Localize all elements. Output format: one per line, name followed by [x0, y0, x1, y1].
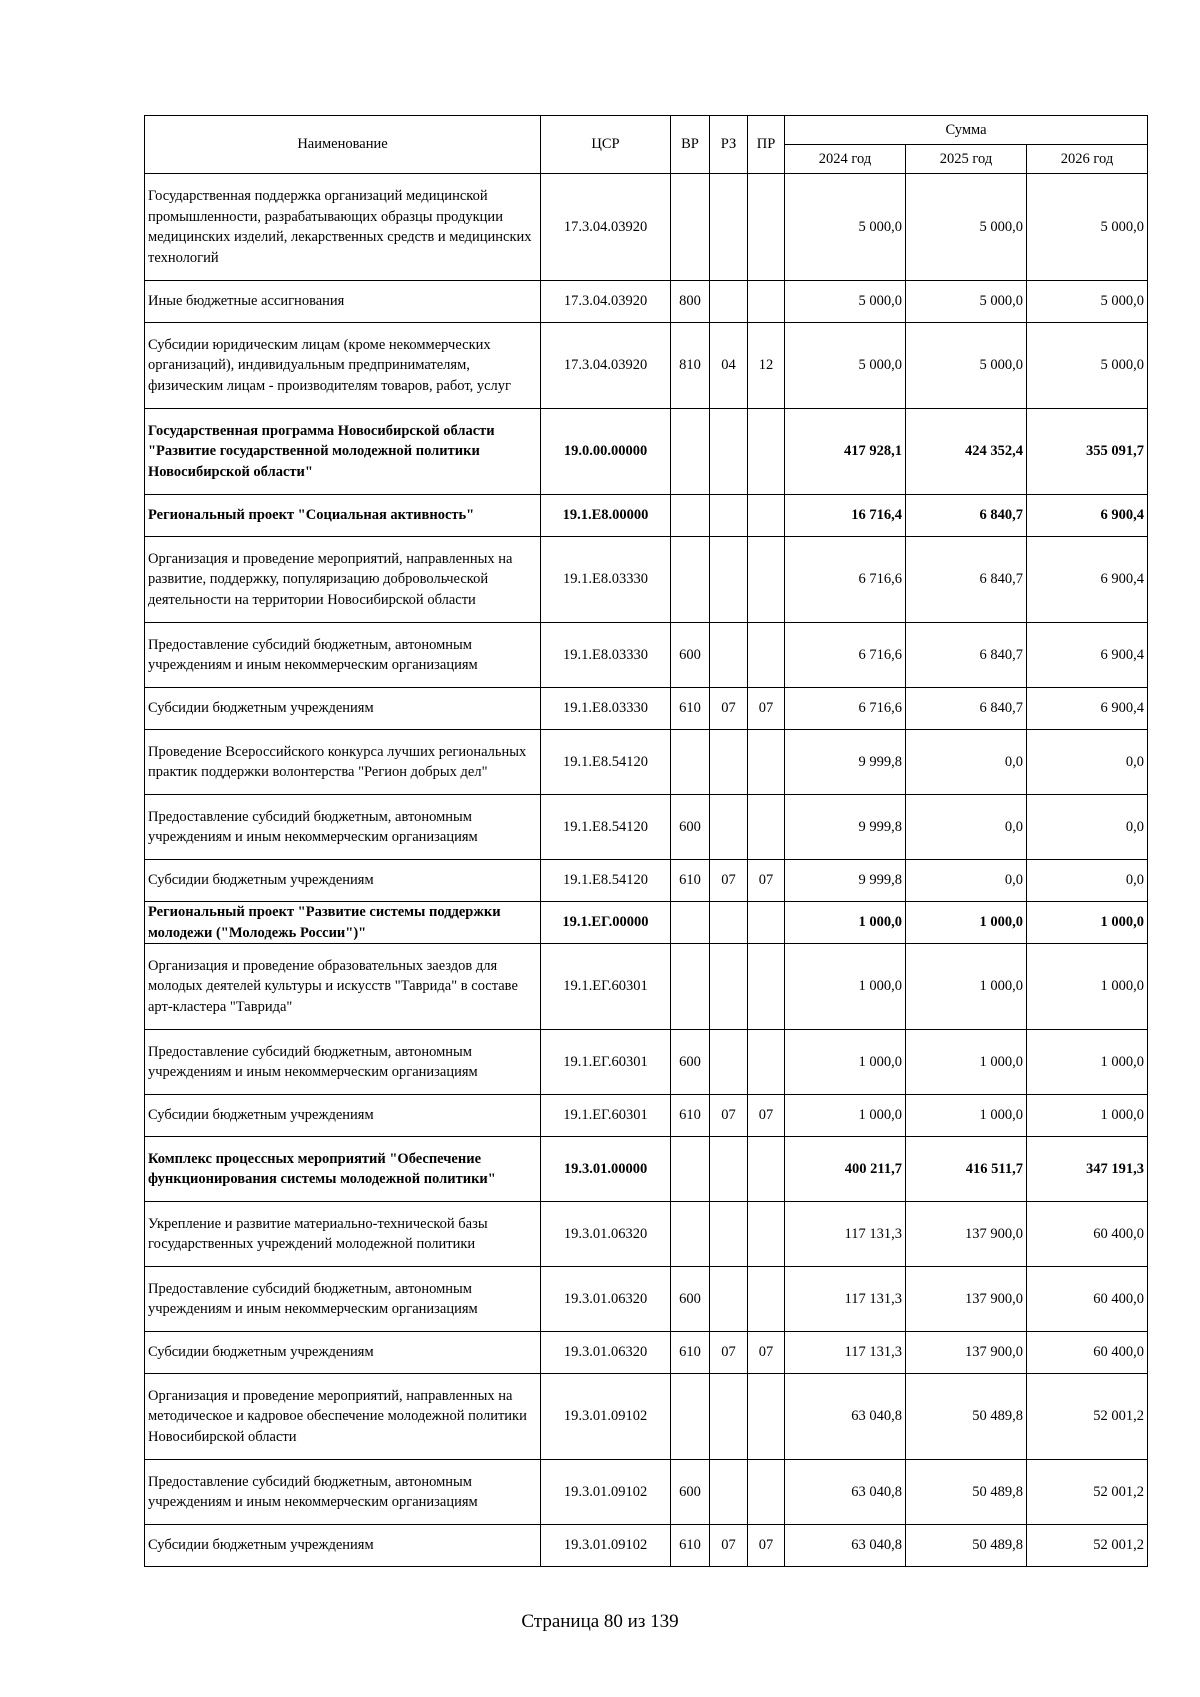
table-row	[145, 1267, 1148, 1332]
row-csr: 19.3.01.09102	[541, 1374, 671, 1460]
row-pr: 07	[748, 1332, 785, 1374]
row-sum-2025: 0,0	[906, 730, 1027, 795]
table-row	[145, 860, 1148, 902]
row-name: Субсидии юридическим лицам (кроме некоммерческих организаций), индивидуальным предпринимателям, физическим лицам - производителям товаров, работ, услуг	[145, 323, 541, 409]
table-row	[145, 1332, 1148, 1374]
row-pr	[748, 1267, 785, 1332]
row-sum-2026: 6 900,4	[1027, 623, 1148, 688]
row-sum-2024: 63 040,8	[785, 1460, 906, 1525]
table-row	[145, 902, 1148, 944]
row-csr: 19.1.Е8.54120	[541, 795, 671, 860]
row-sum-2026: 0,0	[1027, 730, 1148, 795]
row-sum-2024: 63 040,8	[785, 1525, 906, 1567]
row-csr: 19.3.01.09102	[541, 1525, 671, 1567]
row-csr: 19.1.ЕГ.00000	[541, 902, 671, 944]
row-csr: 19.1.Е8.54120	[541, 860, 671, 902]
table-row	[145, 623, 1148, 688]
row-pr	[748, 1030, 785, 1095]
row-sum-2026: 6 900,4	[1027, 537, 1148, 623]
row-csr: 19.1.Е8.03330	[541, 623, 671, 688]
row-sum-2025: 1 000,0	[906, 1030, 1027, 1095]
row-sum-2025: 1 000,0	[906, 902, 1027, 944]
row-pr	[748, 495, 785, 537]
row-sum-2025: 416 511,7	[906, 1137, 1027, 1202]
row-vr	[671, 1202, 710, 1267]
row-sum-2026: 52 001,2	[1027, 1374, 1148, 1460]
row-csr: 19.1.ЕГ.60301	[541, 944, 671, 1030]
table-row	[145, 1460, 1148, 1525]
row-rz: 07	[710, 860, 748, 902]
row-vr: 600	[671, 1030, 710, 1095]
row-sum-2026: 5 000,0	[1027, 174, 1148, 281]
header-name: Наименование	[145, 116, 541, 174]
row-sum-2025: 50 489,8	[906, 1374, 1027, 1460]
row-pr	[748, 623, 785, 688]
row-pr	[748, 174, 785, 281]
row-sum-2025: 5 000,0	[906, 323, 1027, 409]
row-vr: 800	[671, 281, 710, 323]
row-sum-2025: 5 000,0	[906, 174, 1027, 281]
row-vr: 610	[671, 860, 710, 902]
row-rz	[710, 730, 748, 795]
row-csr: 19.1.Е8.00000	[541, 495, 671, 537]
row-sum-2026: 0,0	[1027, 795, 1148, 860]
row-sum-2024: 5 000,0	[785, 174, 906, 281]
header-vr: ВР	[671, 116, 710, 174]
row-vr	[671, 902, 710, 944]
row-rz	[710, 537, 748, 623]
row-vr	[671, 495, 710, 537]
row-name: Субсидии бюджетным учреждениям	[145, 1095, 541, 1137]
row-name: Организация и проведение мероприятий, направленных на развитие, поддержку, популяризацию добровольческой деятельности на территории Новосибирской области	[145, 537, 541, 623]
table-row	[145, 537, 1148, 623]
row-sum-2026: 5 000,0	[1027, 281, 1148, 323]
table-row	[145, 323, 1148, 409]
row-csr: 19.1.Е8.03330	[541, 537, 671, 623]
row-sum-2025: 137 900,0	[906, 1332, 1027, 1374]
row-csr: 19.0.00.00000	[541, 409, 671, 495]
row-pr	[748, 730, 785, 795]
row-sum-2024: 400 211,7	[785, 1137, 906, 1202]
row-sum-2026: 52 001,2	[1027, 1460, 1148, 1525]
row-csr: 17.3.04.03920	[541, 323, 671, 409]
row-pr	[748, 537, 785, 623]
row-name: Субсидии бюджетным учреждениям	[145, 860, 541, 902]
header-year-2026: 2026 год	[1027, 145, 1148, 174]
row-name: Субсидии бюджетным учреждениям	[145, 688, 541, 730]
row-rz: 07	[710, 1332, 748, 1374]
table-row	[145, 495, 1148, 537]
row-sum-2024: 5 000,0	[785, 323, 906, 409]
row-rz	[710, 902, 748, 944]
row-csr: 19.1.ЕГ.60301	[541, 1095, 671, 1137]
row-name: Предоставление субсидий бюджетным, автономным учреждениям и иным некоммерческим организациям	[145, 1267, 541, 1332]
row-rz: 07	[710, 688, 748, 730]
row-vr	[671, 174, 710, 281]
row-sum-2024: 63 040,8	[785, 1374, 906, 1460]
row-vr	[671, 409, 710, 495]
row-pr	[748, 795, 785, 860]
table-body	[145, 174, 1148, 1567]
row-sum-2025: 137 900,0	[906, 1202, 1027, 1267]
row-sum-2025: 6 840,7	[906, 623, 1027, 688]
row-vr: 610	[671, 1095, 710, 1137]
row-pr	[748, 1374, 785, 1460]
row-csr: 19.1.Е8.54120	[541, 730, 671, 795]
row-name: Государственная поддержка организаций медицинской промышленности, разрабатывающих образцы продукции медицинских изделий, лекарственных средств и медицинских технологий	[145, 174, 541, 281]
table-row	[145, 688, 1148, 730]
header-pr: ПР	[748, 116, 785, 174]
row-pr	[748, 281, 785, 323]
row-sum-2025: 6 840,7	[906, 688, 1027, 730]
row-rz: 07	[710, 1095, 748, 1137]
row-sum-2026: 1 000,0	[1027, 1095, 1148, 1137]
table-row	[145, 1095, 1148, 1137]
row-rz	[710, 1137, 748, 1202]
row-sum-2024: 5 000,0	[785, 281, 906, 323]
header-year-2024: 2024 год	[785, 145, 906, 174]
row-sum-2026: 355 091,7	[1027, 409, 1148, 495]
row-vr	[671, 944, 710, 1030]
row-vr: 810	[671, 323, 710, 409]
row-vr: 610	[671, 1332, 710, 1374]
row-vr: 610	[671, 1525, 710, 1567]
row-sum-2025: 1 000,0	[906, 1095, 1027, 1137]
row-sum-2026: 6 900,4	[1027, 688, 1148, 730]
page-number: Страница 80 из 139	[521, 1611, 679, 1632]
row-sum-2025: 50 489,8	[906, 1460, 1027, 1525]
row-rz	[710, 1030, 748, 1095]
row-csr: 19.3.01.09102	[541, 1460, 671, 1525]
row-name: Проведение Всероссийского конкурса лучших региональных практик поддержки волонтерства "Регион добрых дел"	[145, 730, 541, 795]
row-sum-2026: 60 400,0	[1027, 1202, 1148, 1267]
header-csr: ЦСР	[541, 116, 671, 174]
row-rz	[710, 495, 748, 537]
header-rz: РЗ	[710, 116, 748, 174]
row-sum-2026: 60 400,0	[1027, 1332, 1148, 1374]
header-year-2025: 2025 год	[906, 145, 1027, 174]
row-pr	[748, 944, 785, 1030]
table-row	[145, 281, 1148, 323]
row-rz	[710, 281, 748, 323]
table-row	[145, 730, 1148, 795]
row-name: Региональный проект "Развитие системы поддержки молодежи ("Молодежь России")"	[145, 902, 541, 944]
row-pr: 07	[748, 1525, 785, 1567]
row-csr: 17.3.04.03920	[541, 174, 671, 281]
row-vr: 600	[671, 795, 710, 860]
row-rz	[710, 1460, 748, 1525]
row-pr	[748, 1137, 785, 1202]
row-name: Организация и проведение мероприятий, направленных на методическое и кадровое обеспечение молодежной политики Новосибирской области	[145, 1374, 541, 1460]
row-pr: 07	[748, 1095, 785, 1137]
row-rz	[710, 1374, 748, 1460]
row-sum-2025: 50 489,8	[906, 1525, 1027, 1567]
row-pr: 07	[748, 688, 785, 730]
row-sum-2024: 9 999,8	[785, 795, 906, 860]
row-rz	[710, 623, 748, 688]
row-sum-2024: 1 000,0	[785, 902, 906, 944]
row-rz: 07	[710, 1525, 748, 1567]
row-csr: 19.3.01.06320	[541, 1267, 671, 1332]
row-sum-2025: 0,0	[906, 860, 1027, 902]
row-vr	[671, 1137, 710, 1202]
row-csr: 17.3.04.03920	[541, 281, 671, 323]
row-sum-2024: 16 716,4	[785, 495, 906, 537]
row-sum-2024: 117 131,3	[785, 1202, 906, 1267]
row-vr: 600	[671, 1267, 710, 1332]
row-vr: 600	[671, 623, 710, 688]
table-row	[145, 1137, 1148, 1202]
row-vr	[671, 537, 710, 623]
table-row	[145, 944, 1148, 1030]
table-row	[145, 409, 1148, 495]
row-csr: 19.3.01.06320	[541, 1202, 671, 1267]
row-name: Государственная программа Новосибирской области "Развитие государственной молодежной политики Новосибирской области"	[145, 409, 541, 495]
row-rz	[710, 944, 748, 1030]
row-pr	[748, 1460, 785, 1525]
row-rz	[710, 409, 748, 495]
row-sum-2026: 1 000,0	[1027, 1030, 1148, 1095]
row-name: Комплекс процессных мероприятий "Обеспечение функционирования системы молодежной политики"	[145, 1137, 541, 1202]
row-rz	[710, 1267, 748, 1332]
row-sum-2025: 6 840,7	[906, 495, 1027, 537]
row-pr: 07	[748, 860, 785, 902]
row-name: Предоставление субсидий бюджетным, автономным учреждениям и иным некоммерческим организациям	[145, 795, 541, 860]
row-vr	[671, 730, 710, 795]
row-name: Субсидии бюджетным учреждениям	[145, 1332, 541, 1374]
row-name: Субсидии бюджетным учреждениям	[145, 1525, 541, 1567]
row-sum-2026: 6 900,4	[1027, 495, 1148, 537]
row-name: Укрепление и развитие материально-технической базы государственных учреждений молодежной политики	[145, 1202, 541, 1267]
row-sum-2026: 60 400,0	[1027, 1267, 1148, 1332]
row-sum-2025: 0,0	[906, 795, 1027, 860]
row-sum-2026: 1 000,0	[1027, 902, 1148, 944]
budget-table	[144, 115, 1148, 1567]
row-name: Региональный проект "Социальная активность"	[145, 495, 541, 537]
row-vr	[671, 1374, 710, 1460]
table-row	[145, 795, 1148, 860]
row-sum-2024: 6 716,6	[785, 688, 906, 730]
row-sum-2026: 52 001,2	[1027, 1525, 1148, 1567]
row-csr: 19.1.Е8.03330	[541, 688, 671, 730]
row-sum-2024: 1 000,0	[785, 1095, 906, 1137]
table-row	[145, 1374, 1148, 1460]
row-rz	[710, 174, 748, 281]
header-sum: Сумма	[785, 116, 1148, 145]
row-name: Иные бюджетные ассигнования	[145, 281, 541, 323]
row-sum-2025: 1 000,0	[906, 944, 1027, 1030]
table-row	[145, 1030, 1148, 1095]
row-pr	[748, 1202, 785, 1267]
row-sum-2025: 137 900,0	[906, 1267, 1027, 1332]
row-pr: 12	[748, 323, 785, 409]
row-sum-2024: 9 999,8	[785, 860, 906, 902]
row-sum-2025: 6 840,7	[906, 537, 1027, 623]
row-vr: 600	[671, 1460, 710, 1525]
row-sum-2026: 347 191,3	[1027, 1137, 1148, 1202]
row-sum-2024: 1 000,0	[785, 944, 906, 1030]
row-rz: 04	[710, 323, 748, 409]
row-sum-2024: 6 716,6	[785, 623, 906, 688]
row-sum-2026: 1 000,0	[1027, 944, 1148, 1030]
row-csr: 19.3.01.06320	[541, 1332, 671, 1374]
row-name: Организация и проведение образовательных заездов для молодых деятелей культуры и искусств "Таврида" в составе арт-кластера "Таврида"	[145, 944, 541, 1030]
row-csr: 19.1.ЕГ.60301	[541, 1030, 671, 1095]
table-row	[145, 1525, 1148, 1567]
row-name: Предоставление субсидий бюджетным, автономным учреждениям и иным некоммерческим организациям	[145, 1460, 541, 1525]
row-pr	[748, 409, 785, 495]
table-row	[145, 174, 1148, 281]
table-row	[145, 1202, 1148, 1267]
row-name: Предоставление субсидий бюджетным, автономным учреждениям и иным некоммерческим организациям	[145, 623, 541, 688]
row-name: Предоставление субсидий бюджетным, автономным учреждениям и иным некоммерческим организациям	[145, 1030, 541, 1095]
row-rz	[710, 795, 748, 860]
row-sum-2026: 0,0	[1027, 860, 1148, 902]
row-rz	[710, 1202, 748, 1267]
row-sum-2024: 117 131,3	[785, 1332, 906, 1374]
row-sum-2025: 5 000,0	[906, 281, 1027, 323]
row-sum-2024: 9 999,8	[785, 730, 906, 795]
row-sum-2024: 417 928,1	[785, 409, 906, 495]
row-sum-2026: 5 000,0	[1027, 323, 1148, 409]
row-sum-2024: 1 000,0	[785, 1030, 906, 1095]
row-sum-2024: 117 131,3	[785, 1267, 906, 1332]
row-csr: 19.3.01.00000	[541, 1137, 671, 1202]
row-sum-2025: 424 352,4	[906, 409, 1027, 495]
row-sum-2024: 6 716,6	[785, 537, 906, 623]
row-vr: 610	[671, 688, 710, 730]
row-pr	[748, 902, 785, 944]
